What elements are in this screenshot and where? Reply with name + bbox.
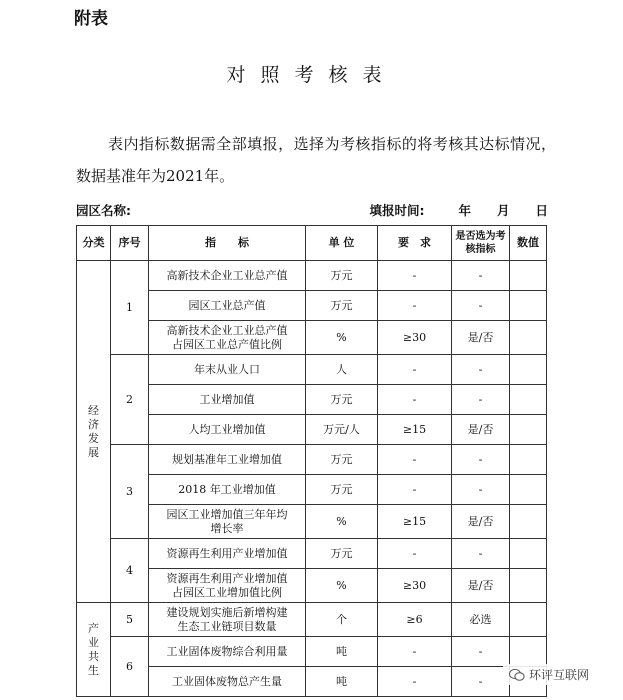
header-seq: 序号 <box>111 226 149 261</box>
unit-cell: 万元 <box>306 445 378 475</box>
is-selected-cell: 是/否 <box>452 415 510 445</box>
table-row <box>77 261 547 291</box>
indicator-cell: 规划基准年工业增加值 <box>149 445 306 475</box>
indicator-cell: 工业固体废物总产生量 <box>149 667 306 697</box>
form-header-row <box>76 201 548 219</box>
value-cell[interactable] <box>510 415 547 445</box>
seq-cell: 6 <box>111 637 149 697</box>
is-selected-cell: - <box>452 539 510 569</box>
category-cell: 产业共生 <box>77 603 111 697</box>
indicator-cell: 园区工业增加值三年年均增长率 <box>149 505 306 539</box>
value-cell[interactable] <box>510 637 547 667</box>
category-cell: 经济发展 <box>77 261 111 603</box>
requirement-cell: - <box>378 291 452 321</box>
seq-cell: 4 <box>111 539 149 603</box>
is-selected-cell: 必选 <box>452 603 510 637</box>
value-cell[interactable] <box>510 291 547 321</box>
unit-cell: % <box>306 505 378 539</box>
requirement-cell: ≥15 <box>378 415 452 445</box>
date-year-label: 年 <box>458 203 471 218</box>
indicator-cell: 资源再生利用产业增加值占园区工业增加值比例 <box>149 569 306 603</box>
date-day-label: 日 <box>535 203 548 218</box>
unit-cell: 人 <box>306 355 378 385</box>
unit-cell: 万元 <box>306 385 378 415</box>
unit-cell: 吨 <box>306 637 378 667</box>
indicator-cell: 2018 年工业增加值 <box>149 475 306 505</box>
is-selected-cell: - <box>452 385 510 415</box>
header-category: 分类 <box>77 226 111 261</box>
value-cell[interactable] <box>510 569 547 603</box>
is-selected-cell: - <box>452 261 510 291</box>
indicator-cell: 工业固体废物综合利用量 <box>149 637 306 667</box>
table-row <box>77 539 547 569</box>
value-cell[interactable] <box>510 445 547 475</box>
indicator-cell: 高新技术企业工业总产值 <box>149 261 306 291</box>
unit-cell: 吨 <box>306 667 378 697</box>
indicator-cell: 建设规划实施后新增构建生态工业链项目数量 <box>149 603 306 637</box>
indicator-cell: 高新技术企业工业总产值占园区工业总产值比例 <box>149 321 306 355</box>
value-cell[interactable] <box>510 603 547 637</box>
unit-cell: 万元 <box>306 539 378 569</box>
assessment-table <box>76 225 547 697</box>
is-selected-cell: - <box>452 291 510 321</box>
value-cell[interactable] <box>510 355 547 385</box>
value-cell[interactable] <box>510 475 547 505</box>
requirement-cell: ≥30 <box>378 321 452 355</box>
indicator-cell: 年末从业人口 <box>149 355 306 385</box>
unit-cell: 万元 <box>306 261 378 291</box>
date-month-label: 月 <box>496 203 510 218</box>
table-header-row <box>77 226 547 261</box>
is-selected-cell: 是/否 <box>452 505 510 539</box>
seq-cell: 2 <box>111 355 149 445</box>
is-selected-cell: 是/否 <box>452 569 510 603</box>
requirement-cell: - <box>378 355 452 385</box>
value-cell[interactable] <box>510 261 547 291</box>
requirement-cell: - <box>378 261 452 291</box>
requirement-cell: - <box>378 539 452 569</box>
unit-cell: 万元 <box>306 475 378 505</box>
requirement-cell: - <box>378 475 452 505</box>
header-indicator: 指 标 <box>149 226 306 261</box>
table-row <box>77 603 547 637</box>
seq-cell: 3 <box>111 445 149 539</box>
is-selected-cell: - <box>452 355 510 385</box>
value-cell[interactable] <box>510 505 547 539</box>
seq-cell: 5 <box>111 603 149 637</box>
unit-cell: 万元 <box>306 291 378 321</box>
indicator-cell: 园区工业总产值 <box>149 291 306 321</box>
header-requirement: 要 求 <box>378 226 452 261</box>
requirement-cell: - <box>378 385 452 415</box>
value-cell[interactable] <box>510 385 547 415</box>
is-selected-cell: - <box>452 637 510 667</box>
seq-cell: 1 <box>111 261 149 355</box>
indicator-cell: 人均工业增加值 <box>149 415 306 445</box>
requirement-cell: - <box>378 667 452 697</box>
wechat-icon <box>509 668 525 682</box>
is-selected-cell: - <box>452 475 510 505</box>
unit-cell: 万元/人 <box>306 415 378 445</box>
document-title: 对照考核表 <box>226 64 397 86</box>
requirement-cell: - <box>378 445 452 475</box>
unit-cell: % <box>306 569 378 603</box>
table-row <box>77 637 547 667</box>
header-value: 数值 <box>510 226 547 261</box>
table-row <box>77 445 547 475</box>
intro-paragraph: 表内指标数据需全部填报，选择为考核指标的将考核其达标情况，数据基准年为2021年。 <box>76 135 556 185</box>
header-unit: 单 位 <box>306 226 378 261</box>
watermark-text: 环评互联网 <box>529 668 590 682</box>
table-row <box>77 355 547 385</box>
is-selected-cell: - <box>452 445 510 475</box>
value-cell[interactable] <box>510 321 547 355</box>
header-is-selected: 是否选为考核指标 <box>452 226 510 261</box>
fill-time-label: 填报时间: <box>369 203 425 218</box>
requirement-cell: - <box>378 637 452 667</box>
value-cell[interactable] <box>510 539 547 569</box>
requirement-cell: ≥30 <box>378 569 452 603</box>
requirement-cell: ≥6 <box>378 603 452 637</box>
fill-time-group <box>369 201 548 219</box>
is-selected-cell: - <box>452 667 510 697</box>
indicator-cell: 资源再生利用产业增加值 <box>149 539 306 569</box>
unit-cell: 个 <box>306 603 378 637</box>
indicator-cell: 工业增加值 <box>149 385 306 415</box>
park-name-label: 园区名称: <box>76 203 131 218</box>
is-selected-cell: 是/否 <box>452 321 510 355</box>
unit-cell: % <box>306 321 378 355</box>
watermark <box>503 664 595 685</box>
appendix-label: 附表 <box>74 9 108 29</box>
requirement-cell: ≥15 <box>378 505 452 539</box>
